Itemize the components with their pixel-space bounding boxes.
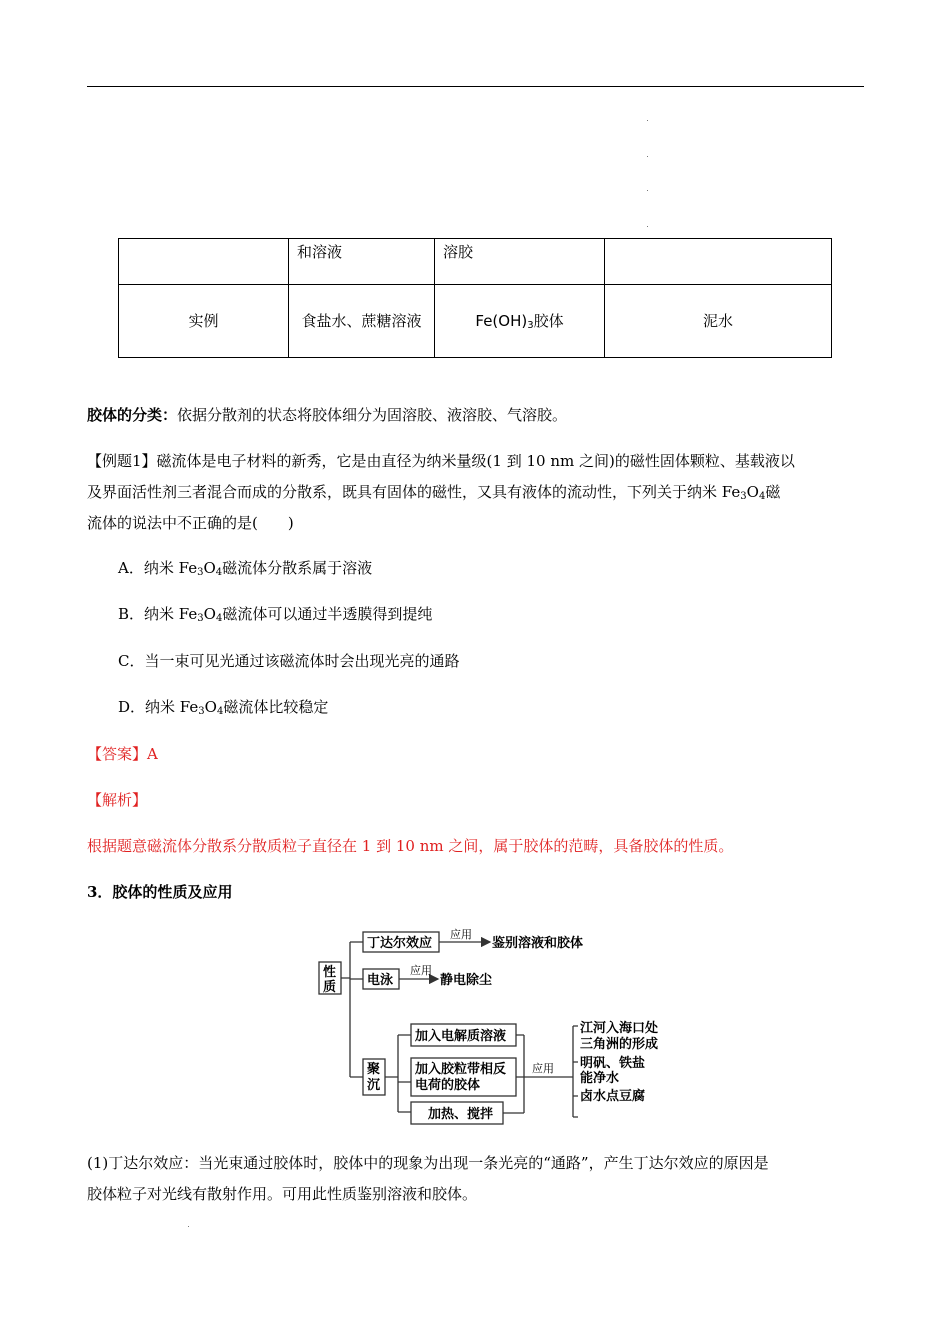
- option-text: B．纳米 Fe: [118, 605, 198, 623]
- option-a[interactable]: [118, 555, 372, 581]
- colloid-properties-diagram: [318, 922, 678, 1128]
- root-label: 质: [323, 980, 337, 995]
- paragraph-line: (1)丁达尔效应：当光束通过胶体时，胶体中的现象为出现一条光亮的“通路”，产生丁达尔效应的原因是: [87, 1154, 769, 1172]
- question-text: 流体的说法中不正确的是( ): [87, 514, 294, 532]
- formula-subscript: 3: [198, 706, 205, 717]
- root-bracket: [341, 942, 363, 1077]
- table-cell: 和溶液: [289, 239, 435, 285]
- answer-value: A: [147, 745, 158, 763]
- question-text: 磁: [765, 483, 781, 501]
- dispersion-table: [118, 238, 832, 358]
- table-row: [119, 239, 832, 285]
- row-label: 实例: [119, 285, 289, 358]
- application-label: 应用: [450, 928, 472, 941]
- electro-result: 静电除尘: [440, 973, 493, 988]
- paragraph-line: 胶体粒子对光线有散射作用。可用此性质鉴别溶液和胶体。: [87, 1185, 478, 1203]
- table-cell: [435, 285, 605, 358]
- option-c[interactable]: [118, 648, 459, 674]
- question-text: 磁流体是电子材料的新秀，它是由直径为纳米量级(1 到 10 nm 之间)的磁性固体颗粒、基载液以: [156, 452, 795, 470]
- method-label: 加入电解质溶液: [415, 1029, 507, 1044]
- result-label: 明矾、铁盐: [580, 1056, 646, 1071]
- answer-label: 【答案】: [87, 745, 148, 763]
- question-text: 及界面活性剂三者混合而成的分散系，既具有固体的磁性，又具有液体的流动性，下列关于纳米 Fe: [87, 483, 741, 501]
- formula-subscript: 3: [740, 491, 747, 502]
- option-text: 磁流体比较稳定: [223, 698, 329, 716]
- formula-subscript: 3: [527, 319, 534, 331]
- formula-text: O: [204, 698, 217, 716]
- formula-text: Fe(OH): [475, 311, 528, 330]
- option-text: 磁流体可以通过半透膜得到提纯: [222, 605, 433, 623]
- formula-subscript: 4: [758, 491, 766, 502]
- speck-mark: [647, 120, 648, 121]
- tyndall-label: 丁达尔效应: [367, 936, 433, 951]
- coag-label: 沉: [367, 1078, 381, 1093]
- formula-subscript: 3: [197, 567, 204, 578]
- application-label: 应用: [410, 964, 432, 977]
- answer-line: [87, 739, 867, 770]
- root-label: 性: [323, 965, 337, 980]
- formula-subscript: 4: [215, 613, 223, 624]
- classification-label: 胶体的分类：: [87, 406, 178, 424]
- tyndall-paragraph: [87, 1148, 867, 1210]
- option-text: D．纳米 Fe: [118, 698, 199, 716]
- formula-text: O: [203, 559, 216, 577]
- coag-label: 聚: [367, 1062, 381, 1077]
- table-cell: 食盐水、蔗糖溶液: [289, 285, 435, 358]
- example-question: [87, 446, 867, 539]
- speck-mark: [647, 190, 648, 191]
- option-d[interactable]: [118, 694, 328, 720]
- table-cell: [119, 239, 289, 285]
- application-label: 应用: [532, 1062, 554, 1075]
- table-cell: 溶胶: [435, 239, 605, 285]
- result-label: 能净水: [580, 1071, 620, 1086]
- formula-subscript: 4: [215, 567, 223, 578]
- option-text: 磁流体分散系属于溶液: [222, 559, 373, 577]
- electro-label: 电泳: [367, 973, 394, 988]
- table-cell: 泥水: [605, 285, 832, 358]
- classification-text: 依据分散剂的状态将胶体细分为固溶胶、液溶胶、气溶胶。: [177, 406, 568, 424]
- result-label: 三角洲的形成: [580, 1037, 659, 1052]
- method-label: 电荷的胶体: [415, 1078, 481, 1093]
- formula-subscript: 4: [216, 706, 224, 717]
- question-line: [87, 477, 867, 508]
- speck-mark: [188, 1226, 189, 1227]
- method-bracket: [503, 1035, 524, 1113]
- coag-bracket: [385, 1035, 411, 1112]
- option-b[interactable]: [118, 601, 432, 627]
- analysis-text: 根据题意磁流体分散系分散质粒子直径在 1 到 10 nm 之间，属于胶体的范畴，具备胶体的性质。: [87, 837, 734, 855]
- table-cell: [605, 239, 832, 285]
- result-label: 卤水点豆腐: [580, 1089, 646, 1104]
- option-text: C．当一束可见光通过该磁流体时会出现光亮的通路: [118, 652, 460, 670]
- formula-text: O: [203, 605, 216, 623]
- question-line: [87, 508, 867, 539]
- formula-suffix: 胶体: [533, 311, 564, 330]
- method-label: 加热、搅拌: [428, 1107, 494, 1122]
- result-label: 江河入海口处: [580, 1021, 659, 1036]
- method-label: 加入胶粒带相反: [415, 1062, 507, 1077]
- analysis-label: 【解析】: [87, 791, 148, 809]
- example-tag: 【例题1】: [87, 452, 157, 470]
- tyndall-result: 鉴别溶液和胶体: [492, 936, 584, 951]
- formula-subscript: 3: [197, 613, 204, 624]
- table-row: [119, 285, 832, 358]
- classification-paragraph: [87, 400, 867, 431]
- section-title: 3．胶体的性质及应用: [87, 883, 233, 901]
- formula-text: O: [746, 483, 759, 501]
- result-bracket: [562, 1026, 578, 1117]
- speck-mark: [647, 226, 648, 227]
- speck-mark: [647, 156, 648, 157]
- question-line: [87, 446, 867, 477]
- option-text: A．纳米 Fe: [118, 559, 198, 577]
- header-rule: [87, 86, 864, 87]
